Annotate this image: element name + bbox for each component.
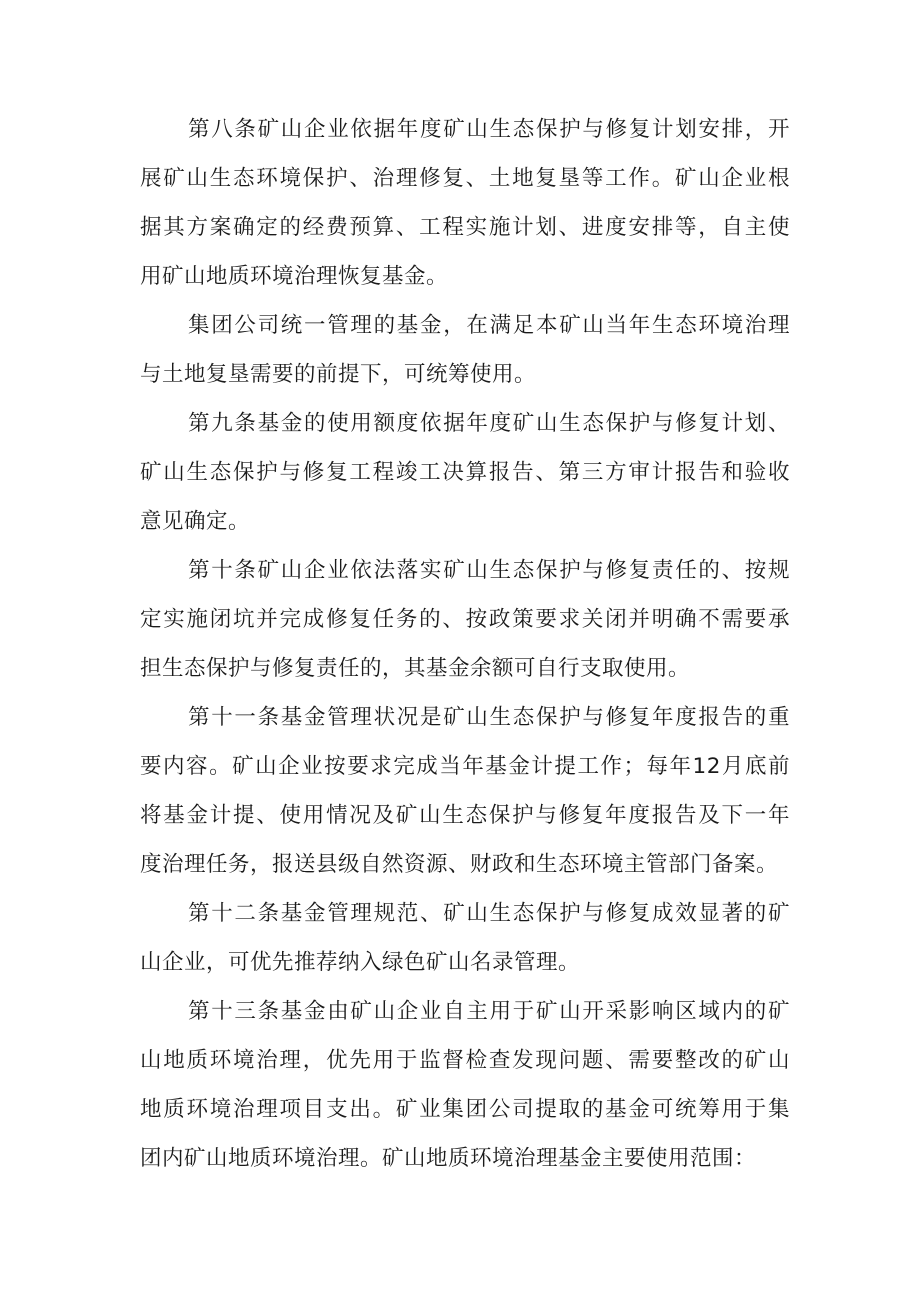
- group-fund-line-1: 集团公司统一管理的基金，在满足本矿山当年生态环境治理: [188, 313, 790, 338]
- article-10-line-2: 定实施闭坑并完成修复任务的、按政策要求关闭并明确不需要承: [140, 607, 790, 632]
- article-8-line-3: 据其方案确定的经费预算、工程实施计划、进度安排等，自主使: [140, 215, 790, 240]
- article-13-line-2: 山地质环境治理，优先用于监督检查发现问题、需要整改的矿山: [140, 1048, 790, 1073]
- article-11-line-1: 第十一条基金管理状况是矿山生态保护与修复年度报告的重: [188, 705, 790, 730]
- article-9-line-2: 矿山生态保护与修复工程竣工决算报告、第三方审计报告和验收: [140, 460, 790, 485]
- group-fund-line-2: 与土地复垦需要的前提下，可统筹使用。: [140, 362, 537, 387]
- article-10-line-1: 第十条矿山企业依法落实矿山生态保护与修复责任的、按规: [188, 558, 790, 583]
- article-13-line-4: 团内矿山地质环境治理。矿山地质环境治理基金主要使用范围：: [140, 1146, 757, 1171]
- article-8-line-1: 第八条矿山企业依据年度矿山生态保护与修复计划安排，开: [188, 117, 790, 142]
- article-12-line-1: 第十二条基金管理规范、矿山生态保护与修复成效显著的矿: [188, 901, 790, 926]
- article-11-line-3: 将基金计提、使用情况及矿山生态保护与修复年度报告及下一年: [140, 803, 790, 828]
- article-9-line-1: 第九条基金的使用额度依据年度矿山生态保护与修复计划、: [188, 411, 790, 436]
- article-12-line-2: 山企业，可优先推荐纳入绿色矿山名录管理。: [140, 950, 581, 975]
- article-8-line-2: 展矿山生态环境保护、治理修复、土地复垦等工作。矿山企业根: [140, 166, 790, 191]
- article-13-line-1: 第十三条基金由矿山企业自主用于矿山开采影响区域内的矿: [188, 999, 790, 1024]
- article-8-line-4: 用矿山地质环境治理恢复基金。: [140, 264, 449, 289]
- article-10-line-3: 担生态保护与修复责任的，其基金余额可自行支取使用。: [140, 656, 691, 681]
- article-9-line-3: 意见确定。: [140, 509, 251, 534]
- article-11-line-2: 要内容。矿山企业按要求完成当年基金计提工作；每年12月底前: [140, 754, 790, 779]
- article-11-line-4: 度治理任务，报送县级自然资源、财政和生态环境主管部门备案。: [140, 852, 779, 877]
- article-13-line-3: 地质环境治理项目支出。矿业集团公司提取的基金可统筹用于集: [140, 1097, 790, 1122]
